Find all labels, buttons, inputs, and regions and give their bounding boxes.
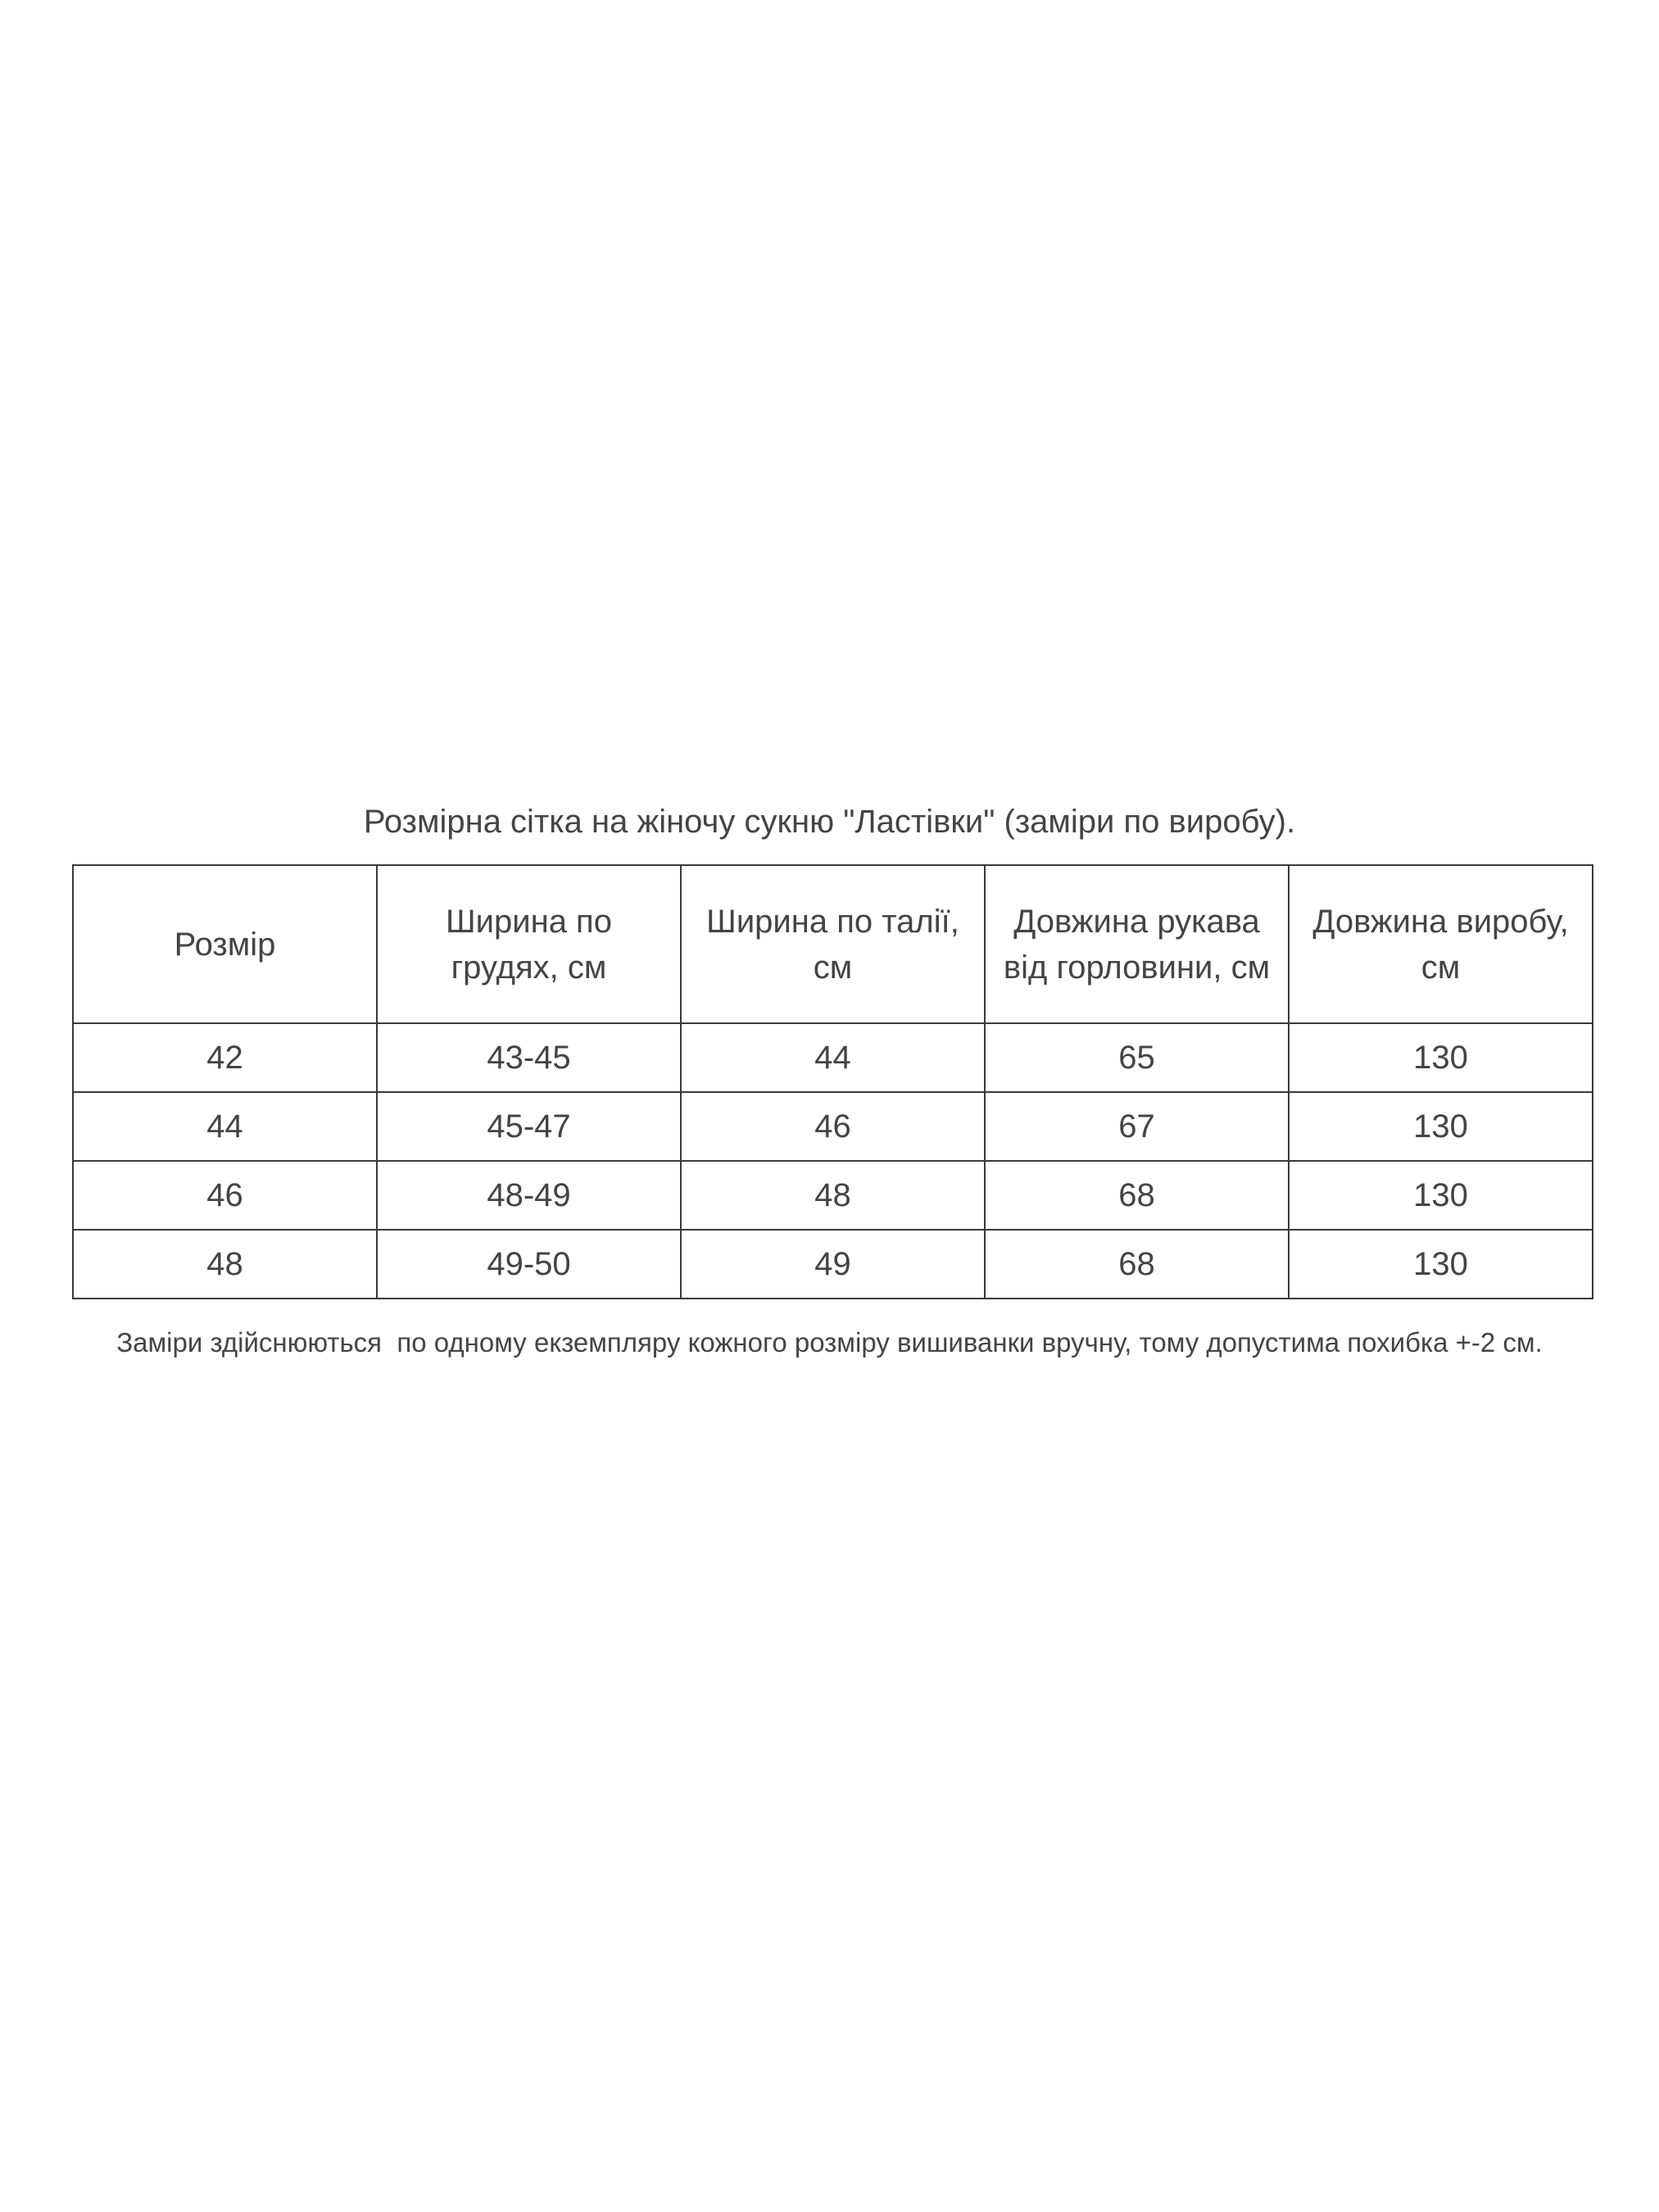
header-size: Розмір — [73, 865, 377, 1023]
table-cell: 68 — [985, 1161, 1289, 1230]
table-cell: 45-47 — [377, 1092, 681, 1161]
table-row — [73, 1092, 1593, 1161]
measurement-note: Заміри здійснюються по одному екземпляру кожного розміру вишиванки вручну, тому допустима похибка +-2 см. — [116, 1327, 1543, 1358]
table-row — [73, 1161, 1593, 1230]
header-sleeve-length: Довжина рукава від горловини, см — [985, 865, 1289, 1023]
size-table — [72, 864, 1593, 1299]
table-cell: 130 — [1289, 1161, 1593, 1230]
table-cell: 130 — [1289, 1023, 1593, 1092]
table-cell: 67 — [985, 1092, 1289, 1161]
page-title: Розмірна сітка на жіночу сукню "Ластівки" (заміри по виробу). — [363, 804, 1296, 840]
table-header-row — [73, 865, 1593, 1023]
table-cell: 42 — [73, 1023, 377, 1092]
table-cell: 46 — [681, 1092, 985, 1161]
header-waist-width: Ширина по талії, см — [681, 865, 985, 1023]
table-cell: 130 — [1289, 1230, 1593, 1299]
table-cell: 48 — [73, 1230, 377, 1299]
table-cell: 68 — [985, 1230, 1289, 1299]
header-chest-width: Ширина по грудях, см — [377, 865, 681, 1023]
table-row — [73, 1230, 1593, 1299]
table-cell: 44 — [681, 1023, 985, 1092]
table-cell: 43-45 — [377, 1023, 681, 1092]
table-cell: 48 — [681, 1161, 985, 1230]
table-cell: 46 — [73, 1161, 377, 1230]
table-cell: 49-50 — [377, 1230, 681, 1299]
header-garment-length: Довжина виробу, см — [1289, 865, 1593, 1023]
table-cell: 130 — [1289, 1092, 1593, 1161]
table-cell: 49 — [681, 1230, 985, 1299]
table-cell: 65 — [985, 1023, 1289, 1092]
table-cell: 44 — [73, 1092, 377, 1161]
table-row — [73, 1023, 1593, 1092]
table-cell: 48-49 — [377, 1161, 681, 1230]
